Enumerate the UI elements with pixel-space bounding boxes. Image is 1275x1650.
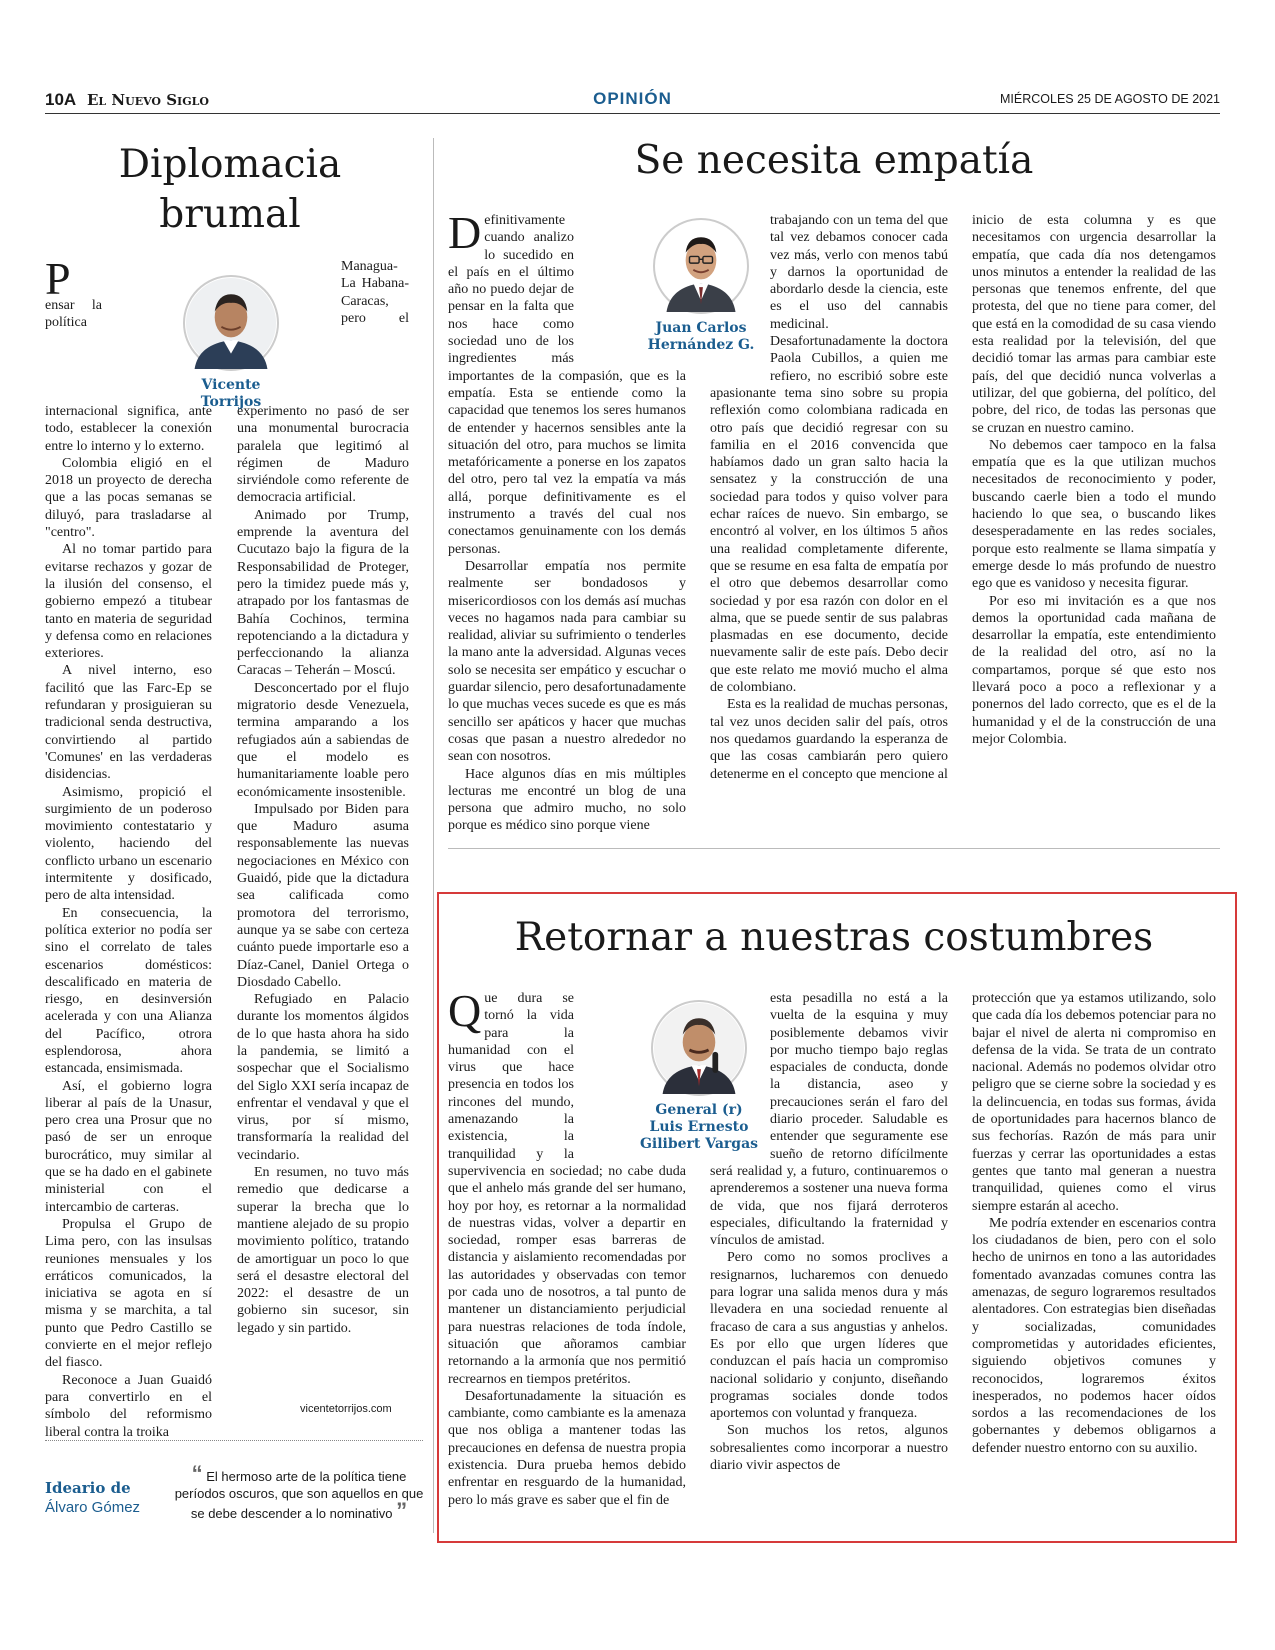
article3-author-name-line3: Gilibert Vargas <box>639 1136 759 1152</box>
article3-column-1 <box>448 985 686 1530</box>
article1-paragraph: Asimismo, propició el surgimiento de un poderoso movimiento contestatario y violento, haciendo del conflicto urbano un escenario intermitente y dosificado, pero de alta intensidad. <box>45 784 212 904</box>
article3-author-name-line2: Luis Ernesto <box>649 1119 749 1135</box>
article2-title: Se necesita empatía <box>634 138 1034 183</box>
article1-paragraph: Impulsado por Biden para que Maduro asuma responsablemente las nuevas negociaciones en México con Guaidó, pide que la dictadura sea calificada como promotora del terrorismo, aunque ya se sabe con certeza cuánto puede importarle eso a Díaz-Canel, Daniel Ortega o Diosdado Cabello. <box>237 801 409 990</box>
ideario-divider <box>45 1440 423 1441</box>
article3-paragraph: Pero como no somos proclives a resignarnos, lucharemos con denuedo para lograr una salida menos dura y más llevadera en una sociedad renuente al fracaso de cara a sus angustias y anhelos. Es por ello que urgen líderes que conduzcan el país hacia un compromiso nacional solidario y conjunto, diseñando programas sociales donde todos aportemos con voluntad y franqueza. <box>710 1250 948 1422</box>
ideario-title: Ideario de <box>45 1479 131 1497</box>
article1-paragraph: Así, el gobierno logra liberar al país de la Unasur, pero crea una Prosur que no pasó de ser un enroque burocrático, muy similar al que se ha dado en el gabinete ministerial con el intercambio de carteras. <box>45 1078 212 1215</box>
article2-paragraph: No debemos caer tampoco en la falsa empatía que es la que utilizan muchos necesitados de reconocimiento y poder, buscando caerle bien a todo el mundo haciendo lo que sea, o buscando likes desesperadamente en las redes sociales, porque esto realmente se llama simpatía y emerge desde lo más profundo de nuestro ego que es vanidoso y necesita figurar. <box>972 437 1216 592</box>
article1-paragraph: P ensar la política internacional significa, ante todo, establecer la conexión entre lo interno y lo externo. <box>45 253 212 454</box>
article2-column-2 <box>710 212 948 812</box>
article1-paragraph: Managua-La Habana-Caracas, pero el experimento no pasó de ser una monumental burocracia paralela que legitimó al régimen de Maduro sirviéndole como referente de democracia artificial. <box>237 259 409 506</box>
section-name: OPINIÓN <box>593 89 672 108</box>
open-quote-icon: “ <box>191 1461 203 1486</box>
article1-column-2 <box>237 258 409 1398</box>
author-website: vicentetorrijos.com <box>300 1403 392 1415</box>
ideario-author: Álvaro Gómez <box>45 1499 141 1516</box>
page-number: 10A <box>45 90 77 109</box>
article1-paragraph: En resumen, no tuvo más remedio que dedicarse a superar la brecha que lo mantiene alejado de su propio movimiento político, tratando de amortiguar un poco lo que será el desastre electoral del 2022: el desastre de un gobierno sin sucesor, sin legado y sin partido. <box>237 1165 409 1336</box>
newspaper-name: El Nuevo Siglo <box>87 91 209 109</box>
article1-paragraph: A nivel interno, eso facilitó que las Farc-Ep se refundaran y prosiguieran su tradicional senda destructiva, convirtiendo al partido 'Comunes' en las verdaderas disidencias. <box>45 663 212 783</box>
article1-paragraph: Propulsa el Grupo de Lima pero, con las insulsas reuniones mensuales y los erráticos comunicados, la iniciativa se agota en sí misma y se marchita, a tal punto que Pedro Castillo se convierte en el mejor reflejo del fiasco. <box>45 1216 212 1371</box>
article3-paragraph: esta pesadilla no está a la vuelta de la esquina y muy posiblemente debamos vivir por mucho tiempo bajo reglas espaciales de conducta, donde la distancia, aseo y precauciones serán el faro del diario proceder. Saludable es entender que seguramente ese sueño de retorno difícilmente será realidad y, a futuro, continuaremos o aprenderemos a sostener una nueva forma de vida, que nos fijará derroteros especiales, dificultando la fraternidad y vínculos de amistad. <box>710 991 948 1249</box>
close-quote-icon: ” <box>396 1498 408 1523</box>
article1-title-line2: brumal <box>159 192 301 237</box>
article1-paragraph: Al no tomar partido para evitarse rechazos y gozar de la ilusión del consenso, el gobierno empezó a titubear tanto en materia de seguridad y defensa como en relaciones exteriores. <box>45 542 212 662</box>
article2-column-3 <box>972 212 1216 832</box>
article3-author-name-line1: General (r) <box>655 1102 743 1118</box>
article3-column-2 <box>710 990 948 1530</box>
article1-paragraph: Refugiado en Palacio durante los momentos álgidos de lo que hasta ahora ha sido la pandemia, se limitó a sospechar que el Socialismo del Siglo XXI sería incapaz de enfrentar el vendaval y que el virus, por sí mismo, transformaría la realidad del vecindario. <box>237 992 409 1163</box>
article3-column-3 <box>972 990 1216 1530</box>
article2-paragraph: Desarrollar empatía nos permite realmente ser bondadosos y misericordiosos con los demás así muchas veces no hagamos nada para cambiar su realidad, aliviar su sufrimiento o tenderles la mano ante la adversidad. Algunas veces solo se necesita ser empático y escuchar o guardar silencio, pero desafortunadamente lo que muchas veces sucede es que es más sencillo ser apáticos y hacer que muchas cosas que pasan a nuestro alrededor no sean con nosotros. <box>448 558 686 765</box>
article2-paragraph: Esta es la realidad de muchas personas, tal vez unos deciden salir del país, otros nos quedamos guardando la esperanza de que las cosas cambiarán pero quiero detenerme en el concepto que mencione al <box>710 697 948 782</box>
article1-paragraph: Desconcertado por el flujo migratorio desde Venezuela, termina amparando a los refugiados aún a sabiendas de que el modelo es humanitariamente loable pero económicamente insostenible. <box>237 680 409 800</box>
section-divider <box>448 848 1220 849</box>
article3-paragraph: Que dura se tornó la vida para la humanidad con el virus que hace presencia en todos los rincones del mundo, amenazando la existencia, la tranquilidad y la supervivencia en sociedad; no cabe duda que el anhelo más grande del ser humano, hoy por hoy, es retornar a la normalidad de nuestras vidas, volver a departir en sociedad, romper esas barreras de distancia y aislamiento recomendadas por las autoridades y observadas con temor por cada uno de nosotros, a tal punto de mantener un distanciamiento perjudicial para nuestras relaciones de toda índole, situación que añoramos cambiar retornando a la armonía que nos permitió recrearnos en tiempos pretéritos. <box>448 985 686 1387</box>
article3-paragraph: Son muchos los retos, algunos sobresalientes como incorporar a nuestro diario vivir aspectos de <box>710 1423 948 1474</box>
article1-author-name-line2: Torrijos <box>200 394 262 410</box>
article1-title-line1: Diplomacia <box>118 142 342 187</box>
article1-paragraph: Colombia eligió en el 2018 un proyecto de derecha que a las pocas semanas se diluyó, para trasladarse al "centro". <box>45 455 212 541</box>
article1-paragraph: En consecuencia, la política exterior no podía ser sino el correlato de tales escenarios domésticos: descalificado en materia de riesgo, en desinversión acelerada y con una Alianza del Pacífico, otrora esplendorosa, ahora estancada, ensimismada. <box>45 905 212 1077</box>
article2-paragraph: Por eso mi invitación es a que nos demos la oportunidad cada mañana de desarrollar la empatía, este entendimiento de la realidad del otro, así no la compartamos, porque sé que esto nos llevará poco a poco a reflexionar y a ponernos del lado correcto, que es el de la humanidad y el de la construcción de una mejor Colombia. <box>972 593 1216 747</box>
article1-paragraph: Animado por Trump, emprende la aventura del Cucutazo bajo la figura de la Responsabilidad de Proteger, pero la timidez puede más y, atrapado por los fantasmas de Bahía Cochinos, termina repotenciando a la dictadura y perfeccionando la alianza Caracas – Teherán – Moscú. <box>237 507 409 679</box>
issue-date: MIÉRCOLES 25 DE AGOSTO DE 2021 <box>1000 92 1220 106</box>
article3-paragraph: Desafortunadamente la situación es cambiante, como cambiante es la amenaza que nos obliga a mantener todas las precauciones en defensa de nuestra propia existencia. Dura prueba hemos debido enfrentar en resguardo de la humanidad, pero lo más grave es saber que el fin de <box>448 1388 686 1508</box>
article3-paragraph: protección que ya estamos utilizando, solo que cada día los debemos potenciar para no bajar el nivel de alerta ni compromiso en defensa de la vida. Se trata de un contrato nacional. Además no podemos olvidar otro peligro que se cierne sobre la sociedad y es la delincuencia, en todas sus formas, ávida de oportunidades para hacernos blanco de sus fechorías. Razón de más para unir fuerzas y cerrar las oportunidades a estas gentes que tanto mal generan a nuestra tranquilidad, quienes como el virus siempre estarán al acecho. <box>972 991 1216 1214</box>
article2-column-1 <box>448 207 686 834</box>
article2-author-name-line2: Hernández G. <box>647 337 755 353</box>
article1-column-1 <box>45 253 212 1440</box>
drop-cap: D <box>448 207 482 258</box>
article3-title: Retornar a nuestras costumbres <box>514 915 1154 960</box>
article2-author-name-line1: Juan Carlos <box>655 320 747 336</box>
article2-paragraph: Definitivamente cuando analizo lo sucedido en el país en el último año no puedo dejar de pensar en la falta que nos hace como sociedad uno de los ingredientes más importantes de la compasión, que es la empatía. Esta se entiende como la capacidad que tenemos los seres humanos de entender y hacernos sensibles ante la situación del otro, para muchos se limita metafóricamente a ponerse en los zapatos del otro, pero tal vez la empatía va más allá, porque definitivamente es el instrumento a través del cual nos conectamos genuinamente con los demás personas. <box>448 207 686 557</box>
article1-title <box>45 140 415 240</box>
article2-paragraph: trabajando con un tema del que tal vez debamos conocer cada vez más, verlo con menos tabú y darnos la oportunidad de abordarlo desde la ciencia, este es el uso del cannabis medicinal. Desafortunadamente la doctora Paola Cubillos, a quien me refiero, no escribió sobre este apasionante tema sino sobre su propia reflexión como colombiana radicada en otro país que decidió regresar con su familia en el 2016 convencida que habíamos dado un gran salto hacia la sensatez y la construcción de una sociedad para todos y quiso volver para echar raíces de nuevo. Sin embargo, se encontró al volver, en los últimos 5 años una realidad completamente diferente, que se resume en esa falta de empatía por el otro que debemos desarrollar como sociedad y por esa razón con dolor en el alma, que se puede sentir de sus palabras plasmadas en ese documento, decide nuevamente salir de este país. Debo decir que este relato me movió mucho el alma de colombiano. <box>710 213 948 696</box>
ideario-quote-text: El hermoso arte de la política tiene períodos oscuros, que son aquellos en que se debe descender a lo nominativo <box>174 1469 424 1521</box>
page-header <box>45 88 1220 114</box>
ideario-quote <box>174 1461 424 1523</box>
column-divider <box>433 138 434 1533</box>
article2-paragraph: Hace algunos días en mis múltiples lecturas me encontré un blog de una persona que admiro mucho, no solo porque es médico sino porque viene <box>448 766 686 834</box>
article2-paragraph: inicio de esta columna y es que necesitamos con urgencia desarrollar la empatía, que cada día nos detengamos unos minutos a entender la realidad de las personas que tenemos enfrente, del que protesta, del que no tiene para comer, del que está en la comodidad de su casa viendo esta realidad por la televisión, del que decidió tomar las armas para cambiar este país, del que decidió nunca volverlas a utilizar, del que gobierna, del político, del pobre, del rico, de todas las personas que se cruzan en nuestro camino. <box>972 213 1216 436</box>
drop-cap: Q <box>448 985 482 1036</box>
article1-author-name-line1: Vicente <box>201 377 261 393</box>
article1-paragraph: Reconoce a Juan Guaidó para convertirlo en el símbolo del reformismo liberal contra la troika <box>45 1372 212 1440</box>
ideario-label <box>45 1478 140 1518</box>
drop-cap: P <box>45 253 71 304</box>
article3-paragraph: Me podría extender en escenarios contra los ciudadanos de bien, pero con el solo hecho de unirnos en tono a las autoridades fomentado avanzadas comunes contra las amenazas, de seguro lograremos resultados alentadores. Con estrategias bien diseñadas y socializadas, comunidades comprometidas y autoridades eficientes, siguiendo objetivos comunes y reconocidos, lograremos éxitos inesperados, no podemos hacer oídos sordos a las recomendaciones de los gobernantes y debemos obligarnos a defender nuestro entorno con su auxilio. <box>972 1215 1216 1456</box>
